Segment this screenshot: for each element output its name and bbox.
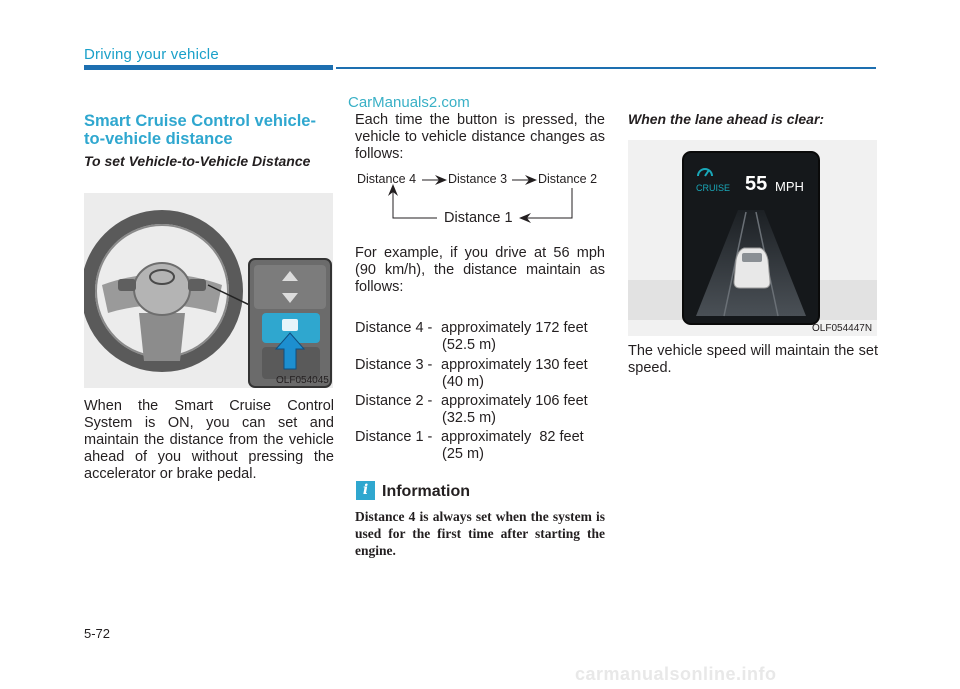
distance-value: approximately 82 feet xyxy=(441,429,584,445)
distance-label: Distance 2 - xyxy=(355,393,433,409)
speed-unit: MPH xyxy=(775,179,804,194)
distance-metric: (52.5 m) xyxy=(442,337,496,353)
distance-cycle-diagram xyxy=(355,166,607,232)
page-number: 5-72 xyxy=(84,626,111,641)
distance-label: Distance 1 - xyxy=(355,429,433,445)
distance-item xyxy=(355,393,605,427)
distance-item xyxy=(355,429,605,463)
middle-example: For example, if you drive at 56 mph (90 km/h), the distance maintain as follows: xyxy=(355,245,605,295)
left-paragraph: When the Smart Cruise Control System is ON, you can set and maintain the distance from the vehicle ahead of you without pressing the accelerator or brake pedal. xyxy=(84,398,334,482)
section-title: Smart Cruise Control vehicle-to-vehicle distance xyxy=(84,112,316,148)
info-title: Information xyxy=(382,483,470,500)
section-label: Driving your vehicle xyxy=(84,46,219,63)
distance-value: approximately 106 feet xyxy=(441,393,588,409)
distance-label: Distance 4 - xyxy=(355,320,433,336)
distance-label: Distance 3 - xyxy=(355,357,433,373)
watermark-top: CarManuals2.com xyxy=(348,94,470,111)
figure-code: OLF054045 xyxy=(276,375,329,386)
steering-wheel-icon xyxy=(84,193,333,388)
info-icon: i xyxy=(356,481,375,500)
cruise-indicator: CRUISE xyxy=(696,183,731,193)
watermark-footer: carmanualsonline.info xyxy=(575,664,777,684)
distance-metric: (40 m) xyxy=(442,374,484,390)
steering-wheel-figure xyxy=(84,193,333,388)
distance-item xyxy=(355,357,605,391)
middle-intro: Each time the button is pressed, the vehicle to vehicle distance changes as follows: xyxy=(355,112,605,162)
distance-value: approximately 130 feet xyxy=(441,357,588,373)
distance-value: approximately 172 feet xyxy=(441,320,588,336)
cluster-display-figure xyxy=(628,140,877,336)
lane-clear-heading: When the lane ahead is clear: xyxy=(628,111,825,127)
cycle-distance-3: Distance 3 xyxy=(448,172,508,186)
subsection-title: To set Vehicle-to-Vehicle Distance xyxy=(84,153,311,169)
figure-code: OLF054447N xyxy=(812,323,873,334)
distance-metric: (32.5 m) xyxy=(442,410,496,426)
distance-metric: (25 m) xyxy=(442,446,484,462)
right-paragraph: The vehicle speed will maintain the set speed. xyxy=(628,343,878,376)
cycle-distance-4: Distance 4 xyxy=(357,172,417,186)
cluster-display-icon xyxy=(628,140,877,336)
header-rule-thin xyxy=(336,67,876,69)
cycle-distance-2: Distance 2 xyxy=(538,172,598,186)
info-text: Distance 4 is always set when the system is used for the first time after starting the engine. xyxy=(355,509,605,558)
set-speed-value: 55 xyxy=(745,173,768,195)
header-rule-thick xyxy=(84,65,333,70)
cycle-distance-1: Distance 1 xyxy=(444,210,513,226)
distance-item xyxy=(355,320,605,354)
